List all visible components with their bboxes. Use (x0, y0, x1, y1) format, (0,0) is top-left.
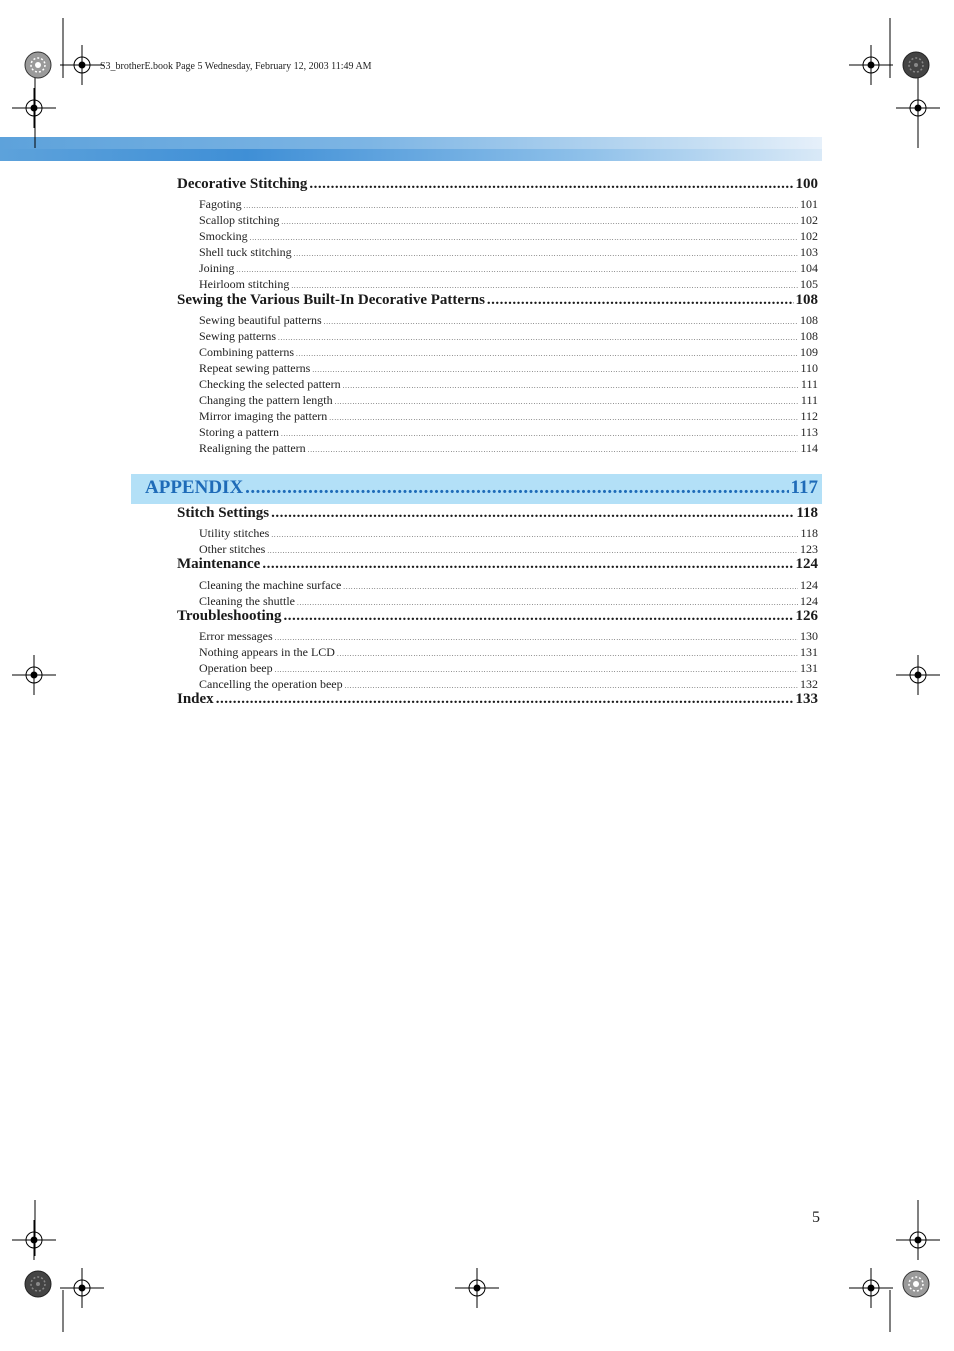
toc-entry-page: 102 (800, 213, 818, 227)
printer-rosette-icon (902, 51, 930, 79)
toc-entry-title: Cleaning the machine surface (199, 578, 342, 592)
toc-entry-title: Storing a pattern (199, 425, 279, 439)
toc-entry-title: Cancelling the operation beep (199, 677, 343, 691)
toc-entry-title: Decorative Stitching (177, 176, 308, 192)
toc-entry-title: Sewing the Various Built-In Decorative Patterns (177, 292, 485, 308)
toc-entry-page: 108 (795, 292, 818, 308)
toc-entry-title: Realigning the pattern (199, 441, 306, 455)
toc-entry-page: 110 (800, 361, 818, 375)
toc-entry-title: Sewing beautiful patterns (199, 313, 322, 327)
toc-entry-page: 112 (800, 409, 818, 423)
toc-entry-page: 117 (790, 477, 818, 498)
toc-entry-page: 123 (800, 542, 818, 556)
toc-entry-title: Utility stitches (199, 526, 270, 540)
toc-entry-title: APPENDIX (145, 477, 244, 498)
printer-rosette-icon (24, 1270, 52, 1298)
toc-entry-page: 108 (800, 329, 818, 343)
printer-rosette-icon (902, 1270, 930, 1298)
toc-entry-title: Error messages (199, 629, 273, 643)
toc-entry-title: Index (177, 691, 214, 707)
toc-entry-title: Maintenance (177, 556, 261, 572)
toc-entry-title: Other stitches (199, 542, 266, 556)
toc-entry-page: 102 (800, 229, 818, 243)
toc-entry-page: 114 (800, 441, 818, 455)
toc-entry-page: 113 (800, 425, 818, 439)
toc-entry-title: Shell tuck stitching (199, 245, 292, 259)
toc-entry-page: 126 (795, 608, 818, 624)
toc-entry-title: Fagoting (199, 197, 242, 211)
printer-rosette-icon (24, 51, 52, 79)
toc-entry-title: Nothing appears in the LCD (199, 645, 335, 659)
toc-entry-page: 101 (800, 197, 818, 211)
toc-entry-page: 133 (795, 691, 818, 707)
toc-entry-title: Smocking (199, 229, 248, 243)
toc-entry-page: 118 (796, 505, 818, 521)
toc-entry-page: 104 (800, 261, 818, 275)
toc-entry-page: 131 (800, 645, 818, 659)
toc-entry-page: 118 (800, 526, 818, 540)
toc-entry-page: 100 (795, 176, 818, 192)
page-number: 5 (812, 1209, 820, 1226)
toc-entry-title: Heirloom stitching (199, 277, 290, 291)
toc-entry-title: Changing the pattern length (199, 393, 333, 407)
toc-entry-title: Operation beep (199, 661, 273, 675)
toc-entry-title: Repeat sewing patterns (199, 361, 311, 375)
toc-entry-title: Joining (199, 261, 235, 275)
book-header-text: S3_brotherE.book Page 5 Wednesday, February 12, 2003 11:49 AM (100, 61, 372, 72)
toc-entry-title: Checking the selected pattern (199, 377, 341, 391)
toc-entry-page: 105 (800, 277, 818, 291)
toc-entry-title: Sewing patterns (199, 329, 276, 343)
toc-entry-page: 124 (795, 556, 818, 572)
toc-entry-page: 131 (800, 661, 818, 675)
toc-entry-title: Mirror imaging the pattern (199, 409, 328, 423)
toc-entry-title: Combining patterns (199, 345, 294, 359)
toc-entry-page: 130 (800, 629, 818, 643)
toc-entry-title: Cleaning the shuttle (199, 594, 295, 608)
toc-entry-page: 108 (800, 313, 818, 327)
toc-entry-page: 111 (800, 377, 818, 391)
toc-entry-title: Stitch Settings (177, 505, 270, 521)
toc-entry-page: 109 (800, 345, 818, 359)
toc-entry-page: 132 (800, 677, 818, 691)
toc-entry-page: 124 (800, 594, 818, 608)
toc-entry-page: 103 (800, 245, 818, 259)
toc-entry-page: 124 (800, 578, 818, 592)
toc-entry-page: 111 (800, 393, 818, 407)
toc-entry-title: Troubleshooting (177, 608, 282, 624)
toc-entry-title: Scallop stitching (199, 213, 280, 227)
